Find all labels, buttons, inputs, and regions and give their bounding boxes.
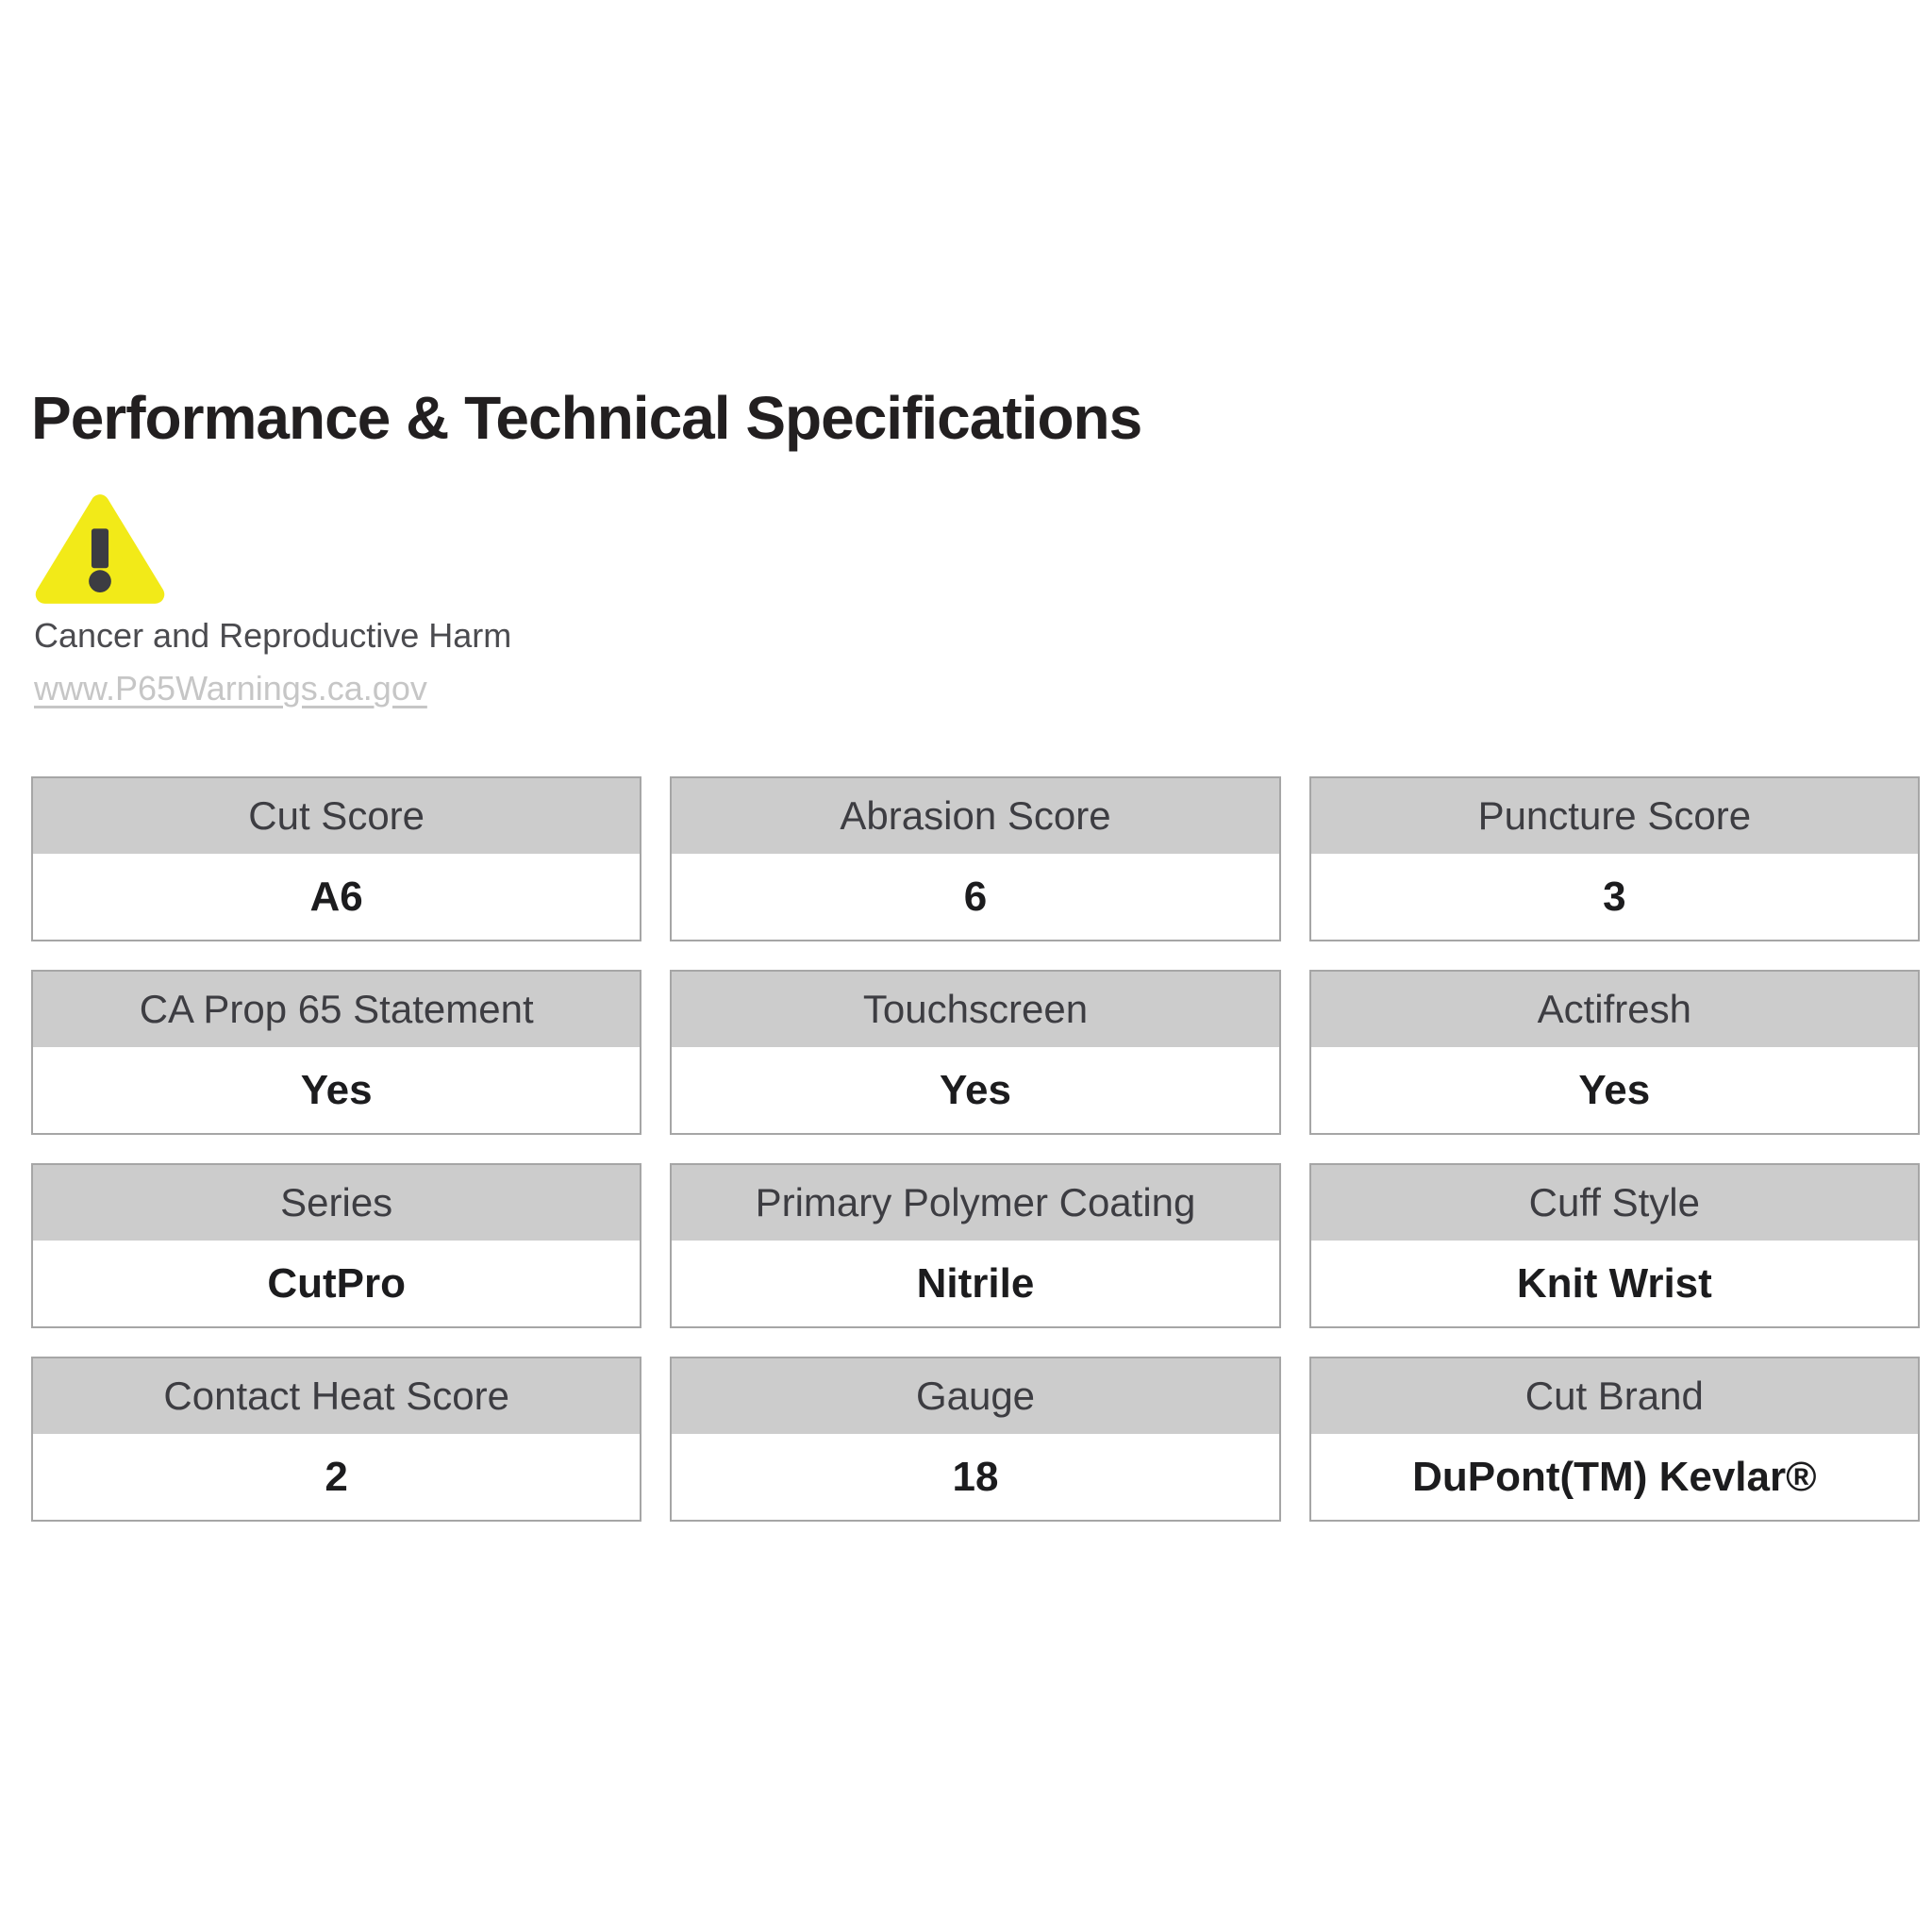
spec-value: 18 xyxy=(672,1434,1278,1520)
spec-value: Yes xyxy=(33,1047,640,1133)
spec-card-series xyxy=(31,1163,641,1328)
spec-value: CutPro xyxy=(33,1241,640,1326)
spec-card-cut-brand xyxy=(1309,1357,1920,1522)
spec-card-gauge xyxy=(670,1357,1280,1522)
spec-value: Knit Wrist xyxy=(1311,1241,1918,1326)
spec-card-ca-prop-65-statement xyxy=(31,970,641,1135)
spec-card-actifresh xyxy=(1309,970,1920,1135)
page-title: Performance & Technical Specifications xyxy=(31,384,1142,452)
p65-warnings-link[interactable]: www.P65Warnings.ca.gov xyxy=(34,669,427,708)
spec-label: Cut Brand xyxy=(1311,1358,1918,1434)
spec-value: 6 xyxy=(672,854,1278,940)
spec-label: Cut Score xyxy=(33,778,640,854)
spec-value: Yes xyxy=(1311,1047,1918,1133)
spec-label: Touchscreen xyxy=(672,972,1278,1047)
spec-label: Actifresh xyxy=(1311,972,1918,1047)
spec-card-puncture-score xyxy=(1309,776,1920,941)
spec-label: Contact Heat Score xyxy=(33,1358,640,1434)
spec-card-contact-heat-score xyxy=(31,1357,641,1522)
spec-card-abrasion-score xyxy=(670,776,1280,941)
spec-value: A6 xyxy=(33,854,640,940)
spec-grid xyxy=(31,776,1920,1522)
spec-label: Abrasion Score xyxy=(672,778,1278,854)
warning-text: Cancer and Reproductive Harm xyxy=(34,616,512,655)
spec-card-primary-polymer-coating xyxy=(670,1163,1280,1328)
spec-label: Gauge xyxy=(672,1358,1278,1434)
spec-label: Series xyxy=(33,1165,640,1241)
spec-value: 2 xyxy=(33,1434,640,1520)
warning-triangle-icon xyxy=(34,491,883,608)
prop65-warning-block xyxy=(34,491,883,709)
spec-value: 3 xyxy=(1311,854,1918,940)
spec-value: Yes xyxy=(672,1047,1278,1133)
spec-card-cuff-style xyxy=(1309,1163,1920,1328)
spec-label: Puncture Score xyxy=(1311,778,1918,854)
spec-label: Primary Polymer Coating xyxy=(672,1165,1278,1241)
spec-value: Nitrile xyxy=(672,1241,1278,1326)
spec-card-touchscreen xyxy=(670,970,1280,1135)
spec-value: DuPont(TM) Kevlar® xyxy=(1311,1434,1918,1520)
spec-label: CA Prop 65 Statement xyxy=(33,972,640,1047)
spec-label: Cuff Style xyxy=(1311,1165,1918,1241)
spec-card-cut-score xyxy=(31,776,641,941)
